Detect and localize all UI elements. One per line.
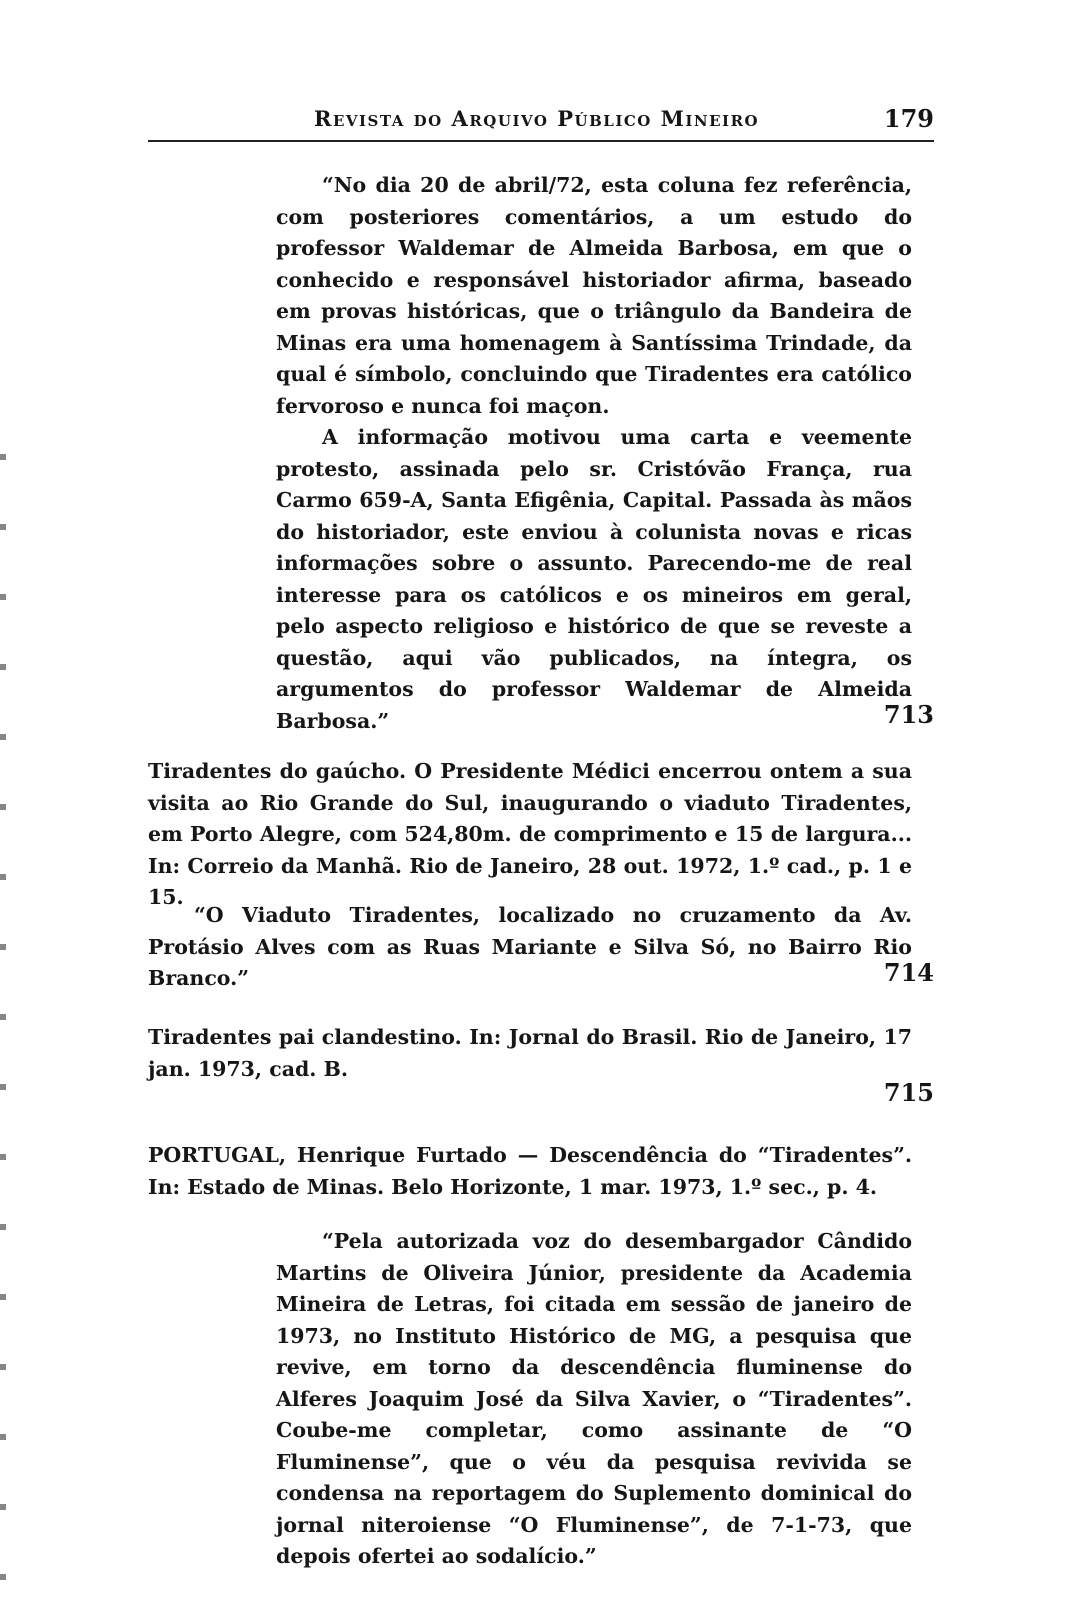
entry-number-715: 715 <box>883 1078 934 1107</box>
running-header <box>148 104 934 138</box>
entry-714-citation: Tiradentes pai clandestino. In: Jornal do Brasil. Rio de Janeiro, 17 jan. 1973, cad. B. <box>148 1025 912 1081</box>
entry-number-714: 714 <box>883 958 934 987</box>
quote-paragraph-1: “No dia 20 de abril/72, esta coluna fez referência, com posteriores comentários, a um estudo do professor Waldemar de Almeida Barbosa, em que o conhecido e responsável historiador afirma, baseado em provas históricas, que o triângulo da Bandeira de Minas era uma homenagem à Santíssima Trindade, da qual é símbolo, concluindo que Tiradentes era católico fervoroso e nunca foi maçon. <box>276 173 912 418</box>
header-rule <box>148 140 934 142</box>
page-number: 179 <box>883 104 934 133</box>
entry-713-citation: Tiradentes do gaúcho. O Presidente Médici encerrou ontem a sua visita ao Rio Grande do Sul, inaugurando o viaduto Tiradentes, em Porto Alegre, com 524,80m. de comprimento e 15 de largura... In: Correio da Manhã. Rio de Janeiro, 28 out. 1972, 1.º cad., p. 1 e 15. <box>148 759 912 909</box>
entry-number-713: 713 <box>883 700 934 729</box>
entry-715-citation: PORTUGAL, Henrique Furtado — Descendência do “Tiradentes”. In: Estado de Minas. Belo Horizonte, 1 mar. 1973, 1.º sec., p. 4. <box>148 1143 912 1199</box>
entry-715-quote: “Pela autorizada voz do desembargador Cândido Martins de Oliveira Júnior, presidente da Academia Mineira de Letras, foi citada em sessão de janeiro de 1973, no Instituto Histórico de MG, a pesquisa que revive, em torno da descendência fluminense do Alferes Joaquim José da Silva Xavier, o “Tiradentes”. Coube-me completar, como assinante de “O Fluminense”, que o véu da pesquisa revivida se condensa na reportagem do Suplemento dominical do jornal niteroiense “O Fluminense”, de 7-1-73, que depois ofertei ao sodalício.” <box>276 1229 912 1568</box>
quote-paragraph-2: A informação motivou uma carta e veemente protesto, assinada pelo sr. Cristóvão França, rua Carmo 659-A, Santa Efigênia, Capital. Passada às mãos do historiador, este enviou à colunista novas e ricas informações sobre o assunto. Parecendo-me de real interesse para os católicos e os mineiros em geral, pelo aspecto religioso e histórico de que se reveste a questão, aqui vão publicados, na íntegra, os argumentos do professor Waldemar de Almeida Barbosa.” <box>276 425 912 733</box>
page-edge-shadow <box>0 420 6 1620</box>
journal-title: Revista do Arquivo Público Mineiro <box>314 106 760 131</box>
entry-713-quote: “O Viaduto Tiradentes, localizado no cruzamento da Av. Protásio Alves com as Ruas Mariante e Silva Só, no Bairro Rio Branco.” <box>148 903 912 990</box>
